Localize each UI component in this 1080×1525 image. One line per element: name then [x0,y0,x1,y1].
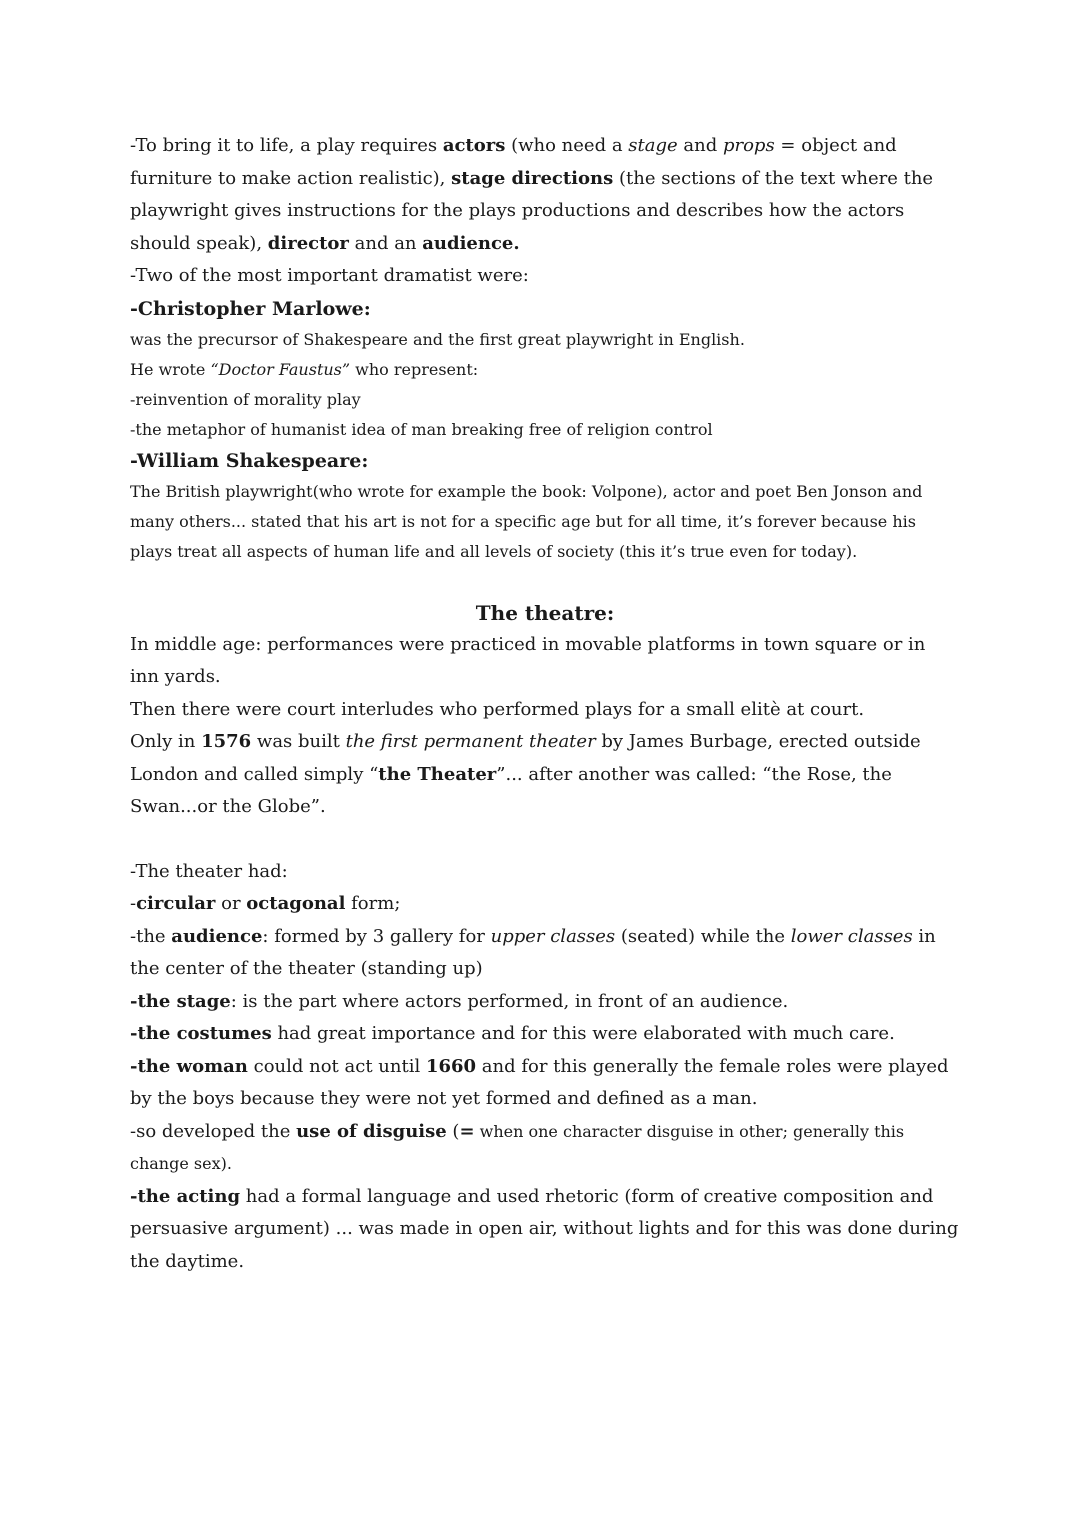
text-run: use of disguise [296,1120,447,1142]
text-run: or [215,893,247,914]
feature-stage [130,986,960,1019]
text-run: when one character disguise in other; generally this change sex). [130,1121,905,1173]
text-run: -the woman [130,1055,248,1077]
text-run: = [459,1120,475,1142]
feature-woman [130,1051,960,1116]
marlowe-line-4: -the metaphor of humanist idea of man breaking free of religion control [130,419,713,439]
shakespeare-heading: -William Shakespeare: [130,449,369,472]
text-run: -the [130,925,172,947]
text-run: -the stage [130,990,231,1012]
theatre-paragraph-1: In middle age: performances were practiced in movable platforms in town square or in inn yards. [130,633,926,687]
text-run: 1576 [201,731,252,752]
theatre-paragraph-2: Then there were court interludes who performed plays for a small elitè at court. [130,698,865,720]
text-run: the Theater [378,763,497,785]
text-run: form; [345,893,401,914]
marlowe-line-3: -reinvention of morality play [130,389,361,409]
text-run: director [267,232,349,254]
document-page [130,130,960,1278]
text-run: and for this generally the female roles were played by the boys because they were not yet formed and defined as a man. [130,1055,949,1109]
text-run: : formed by 3 gallery for [262,925,491,947]
text-run: ”... after another was called: “the Rose, the Swan...or the Globe”. [130,763,892,817]
text-run: could not act until [247,1055,426,1077]
text-run: -To bring it to life, a play requires [130,135,443,156]
text-run: stage [628,135,678,156]
features-intro: -The theater had: [130,860,288,882]
text-run: = object and furniture to make action realistic), [130,135,897,189]
text-run: audience. [422,232,520,254]
text-run: -so developed the [130,1120,297,1142]
text-run: stage directions [451,167,614,189]
spacer [130,824,960,856]
text-run: - [130,893,137,914]
text-run: lower classes [790,925,913,947]
text-run: He wrote [130,359,211,379]
text-run: (seated) while the [615,925,791,947]
text-run: by James Burbage, erected outside London and called simply “ [130,731,921,785]
dramatists-intro: -Two of the most important dramatist were: [130,265,529,286]
theatre-title: The theatre: [475,600,615,625]
spacer [130,567,960,597]
intro-paragraph [130,130,960,260]
marlowe-line-1: was the precursor of Shakespeare and the first great playwright in English. [130,329,745,349]
feature-disguise [130,1116,960,1181]
marlowe-line-2 [130,355,960,385]
feature-form [130,888,960,921]
text-run: Only in [130,731,202,752]
text-run: and an [348,232,423,254]
text-run: the first permanent theater [345,731,596,752]
text-run: who represent: [350,359,479,379]
text-run: circular [136,893,216,914]
text-run: upper classes [490,925,616,947]
feature-acting [130,1181,960,1279]
text-run: 1660 [425,1055,477,1077]
feature-audience [130,921,960,986]
text-run: in the center of the theater (standing up) [130,925,936,979]
feature-costumes [130,1018,960,1051]
text-run: actors [442,135,506,156]
text-run: (who need a [505,135,629,156]
text-run: -the acting [130,1185,241,1207]
theatre-paragraph-3 [130,726,960,824]
text-run: “Doctor Faustus” [210,359,351,379]
text-run: had great importance and for this were elaborated with much care. [271,1023,895,1044]
text-run: (the sections of the text where the playwright gives instructions for the plays productions and describes how the actors should speak), [130,167,934,254]
text-run: : is the part where actors performed, in front of an audience. [230,990,789,1012]
shakespeare-text: The British playwright(who wrote for example the book: Volpone), actor and poet Ben Jonson and many others... stated that his art is not for a specific age but for all time, it’s forever because his plays treat all aspects of human life and all levels of society (this it’s true even for today). [130,481,923,561]
text-run: had a formal language and used rhetoric (form of creative composition and persuasive argument) ... was made in open air, without lights and for this was done during the daytime. [130,1185,959,1272]
text-run: was built [251,731,346,752]
text-run: octagonal [246,893,346,914]
text-run: and [677,135,723,156]
text-run: audience [171,925,263,947]
text-run: ( [446,1120,460,1142]
text-run: -the costumes [130,1023,272,1044]
marlowe-heading: -Christopher Marlowe: [130,297,371,320]
text-run: props [722,135,775,156]
